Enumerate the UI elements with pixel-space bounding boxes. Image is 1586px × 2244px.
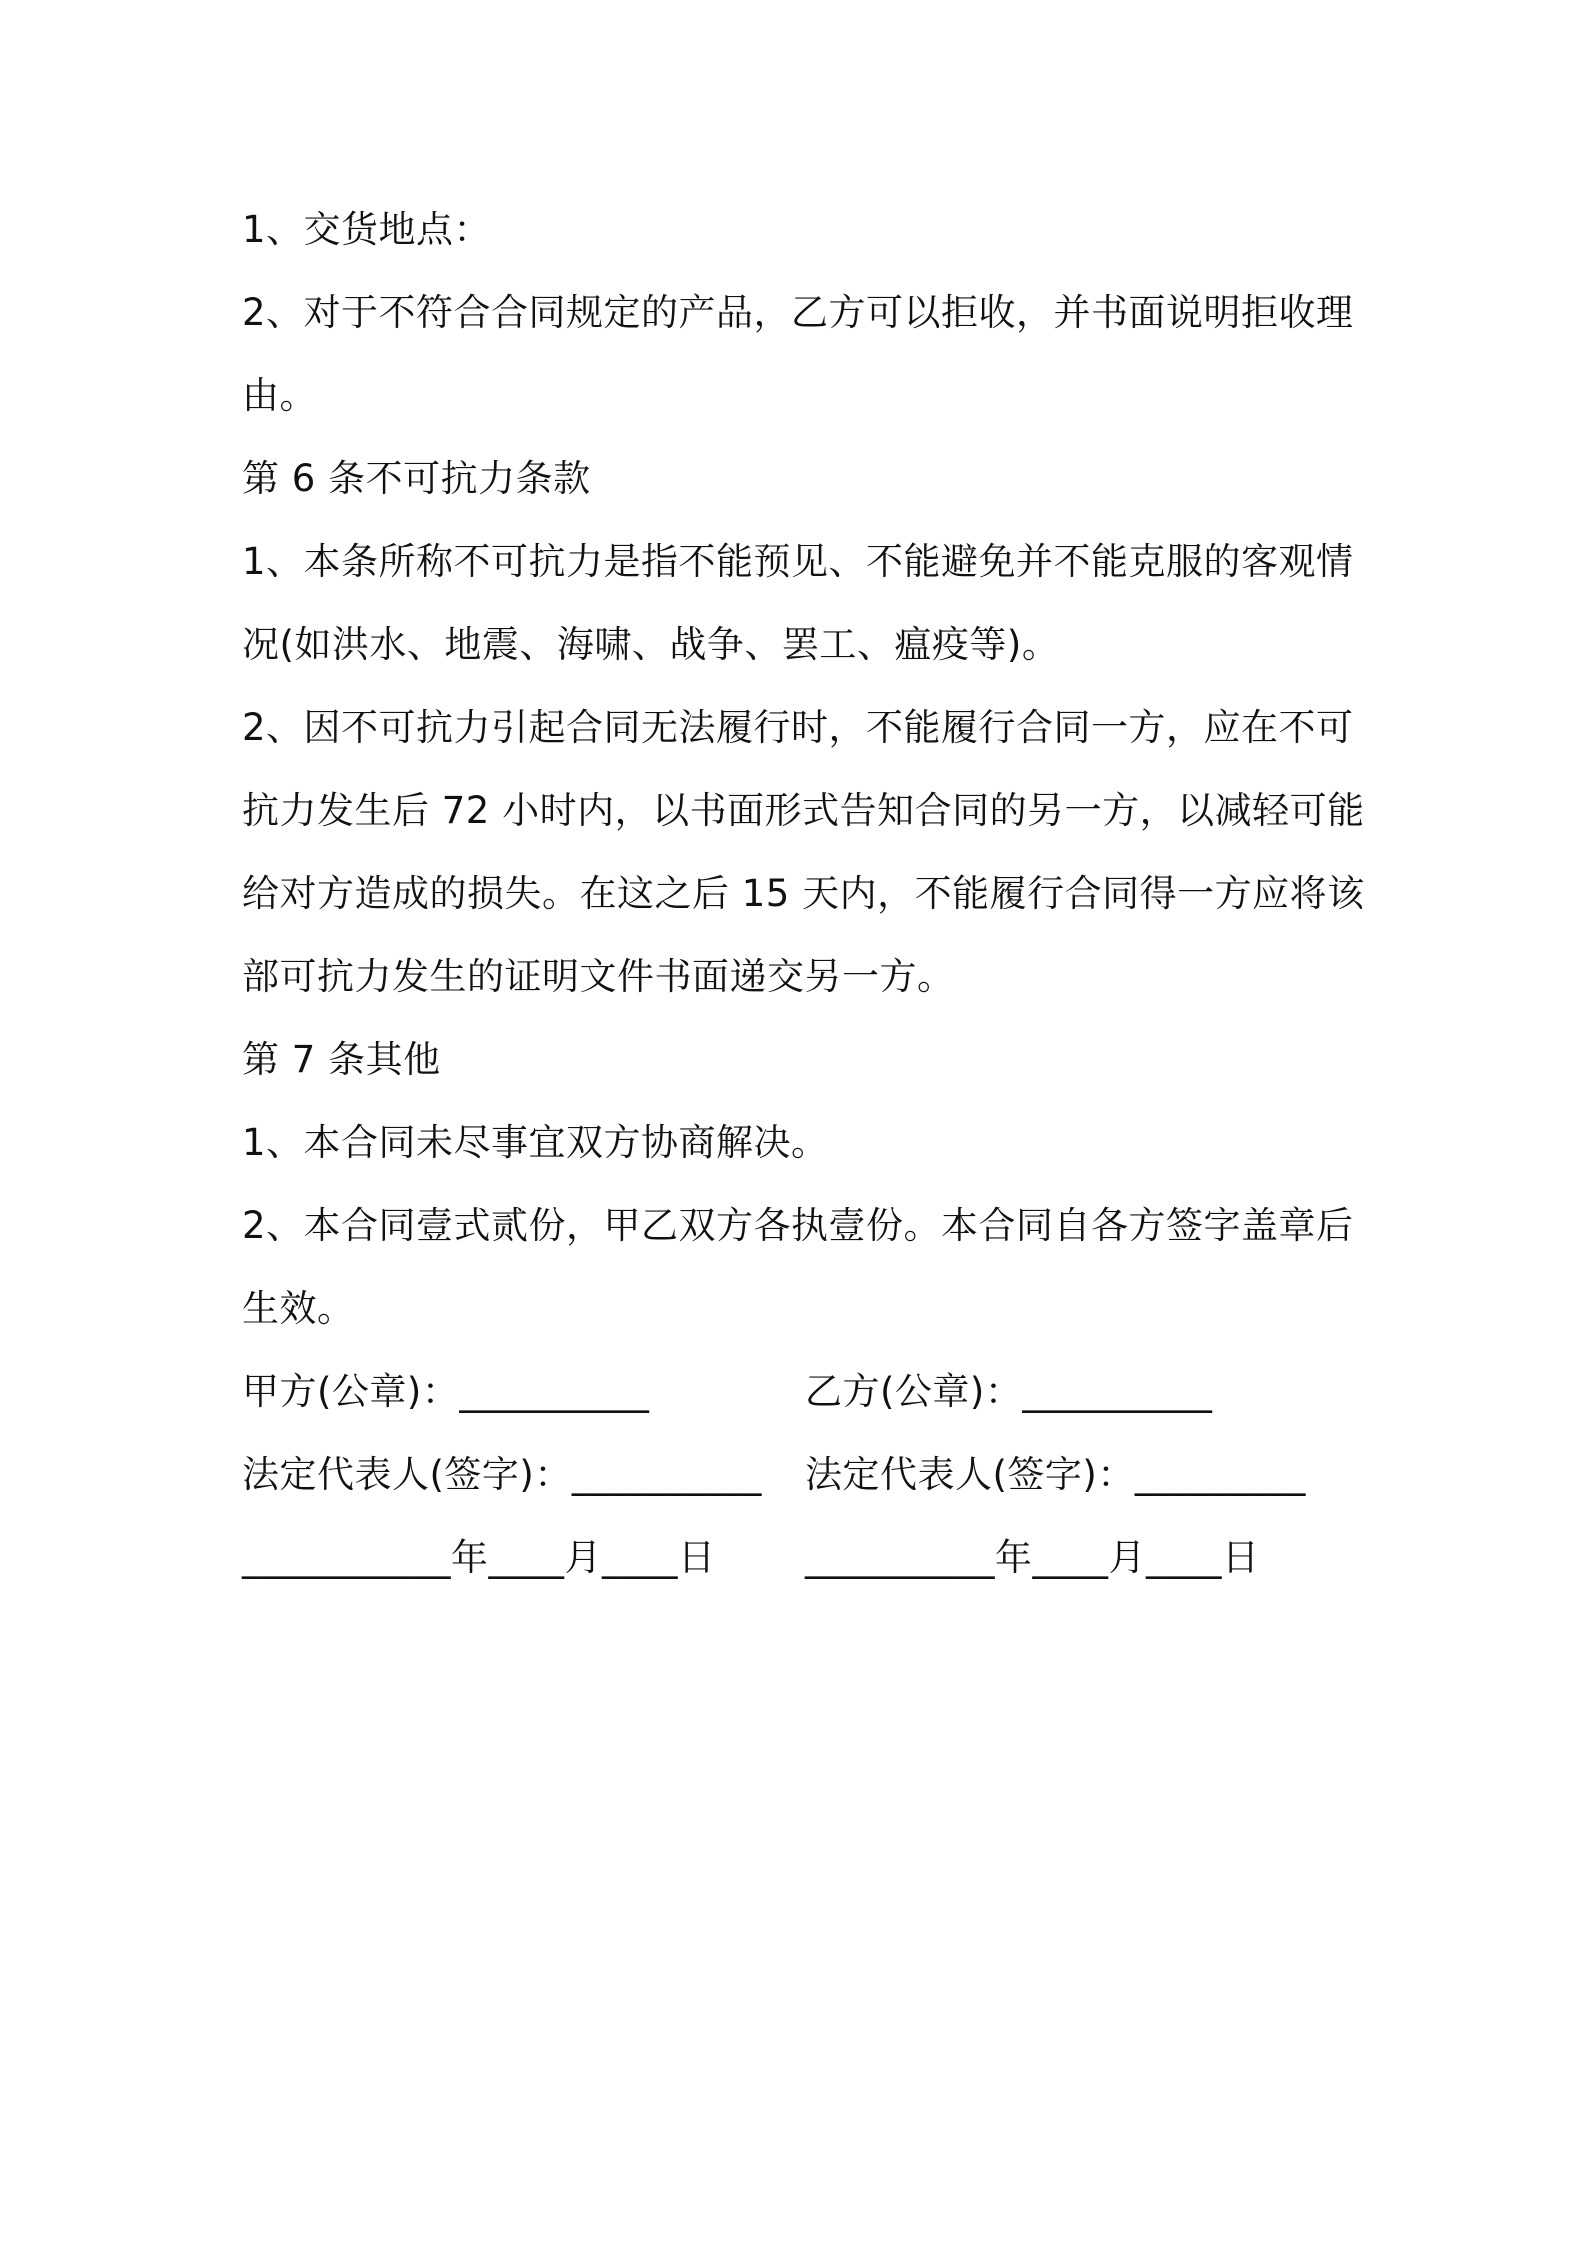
clause-6-item-1-line-2: 况(如洪水、地震、海啸、战争、罢工、瘟疫等)。 xyxy=(242,623,1060,666)
party-a-date-field: ___________年____月____日 xyxy=(242,1536,716,1579)
clause-5-item-2-line-1: 2、对于不符合合同规定的产品，乙方可以拒收，并书面说明拒收理 xyxy=(242,291,1354,334)
clause-7-item-1: 1、本合同未尽事宜双方协商解决。 xyxy=(242,1121,829,1164)
document-body xyxy=(242,200,1365,1611)
clause-7-item-2-line-1: 2、本合同壹式贰份，甲乙双方各执壹份。本合同自各方签字盖章后 xyxy=(242,1204,1354,1247)
clause-6-heading: 第 6 条不可抗力条款 xyxy=(242,457,591,500)
clause-6-item-1-line-1: 1、本条所称不可抗力是指不能预见、不能避免并不能克服的客观情 xyxy=(242,540,1354,583)
clause-5-item-2-line-2: 由。 xyxy=(242,374,317,417)
party-a-representative-field: 法定代表人(签字)：__________ xyxy=(242,1453,762,1496)
clause-6-item-2-line-3: 给对方造成的损失。在这之后 15 天内，不能履行合同得一方应将该 xyxy=(242,872,1365,915)
party-b-representative-field: 法定代表人(签字)：_________ xyxy=(805,1453,1306,1496)
signature-seal-row xyxy=(242,1362,1352,1445)
party-b-date-field: __________年____月____日 xyxy=(805,1536,1260,1579)
clause-6-item-2-line-1: 2、因不可抗力引起合同无法履行时，不能履行合同一方，应在不可 xyxy=(242,706,1354,749)
clause-7-item-2-line-2: 生效。 xyxy=(242,1287,355,1330)
clause-5-item-1: 1、交货地点： xyxy=(242,208,492,251)
signature-representative-row xyxy=(242,1445,1352,1528)
clause-6-item-2-line-4: 部可抗力发生的证明文件书面递交另一方。 xyxy=(242,955,955,998)
party-a-seal-field: 甲方(公章)：__________ xyxy=(242,1370,650,1413)
party-b-seal-field: 乙方(公章)：__________ xyxy=(805,1370,1213,1413)
clause-6-item-2-line-2: 抗力发生后 72 小时内，以书面形式告知合同的另一方，以减轻可能 xyxy=(242,789,1365,832)
clause-7-heading: 第 7 条其他 xyxy=(242,1038,441,1081)
signature-date-row xyxy=(242,1528,1352,1611)
